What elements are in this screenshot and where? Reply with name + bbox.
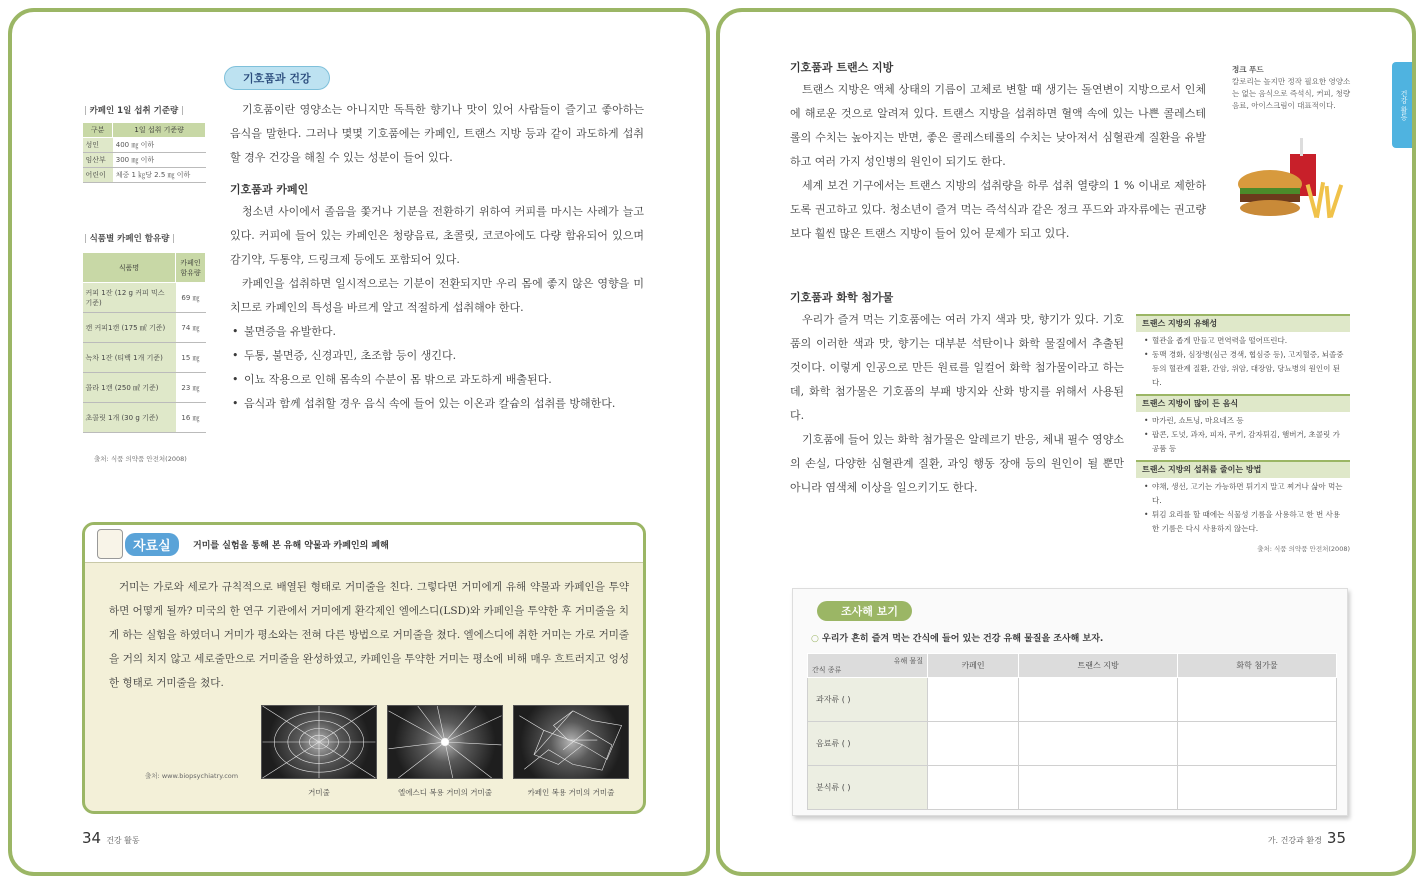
survey-box	[792, 588, 1348, 816]
answer-cell[interactable]	[1019, 722, 1178, 766]
data-room-title: 거미를 실험을 통해 본 유해 약물과 카페인의 폐해	[193, 541, 389, 551]
data-room-text: 거미는 가로와 세로가 규칙적으로 배열된 형태로 거미줄을 친다. 그렇다면 거미에게 유해 약물과 카페인을 투약하면 어떻게 될까? 미국의 한 연구 기관에서 거미에게 환각제인 엘에스디(LSD)와 카페인을 투약한 후 거미줄을 치게 하는 실험을 하였더니 거미가 평소와는 전혀 다른 방법으로 거미줄을 쳤다. 엘에스디에 취한 거미는 가로 거미줄을 거의 치지 않고 세로줄만으로 거미줄을 완성하였고, 카페인을 투약한 거미는 평소에 비해 매우 흐트러지고 엉성한 형태로 거미줄을 쳤다.	[109, 581, 629, 689]
table-row	[808, 766, 1337, 810]
cell-value: 23 ㎎	[176, 373, 206, 403]
trans-paragraph-1: 트랜스 지방은 액체 상태의 기름이 고체로 변할 때 생기는 돌연변이 지방으로서 인체에 해로운 것으로 알려져 있다. 트랜스 지방을 섭취하면 혈액 속에 있는 나쁜 콜레스테롤의 수치는 높아지는 반면, 좋은 콜레스테롤의 수치는 낮아져서 심혈관계 질환을 유발하고 여러 가지 성인병의 원인이 되기도 한다.	[790, 83, 1206, 168]
info-title: 트랜스 지방의 유해성	[1136, 314, 1350, 332]
section-pill: 기호품과 건강	[224, 66, 330, 90]
cell-value: 체중 1 ㎏당 2.5 ㎎ 이하	[113, 168, 206, 183]
caffeine-food-table	[82, 252, 206, 433]
sub-heading-additive: 기호품과 화학 첨가물	[790, 291, 894, 304]
answer-cell[interactable]	[928, 678, 1019, 722]
right-folio	[1268, 828, 1346, 847]
table-row	[83, 153, 206, 168]
corner-bottom-label: 간식 종류	[812, 666, 842, 674]
column-header: 카페인	[928, 654, 1019, 678]
web-normal-icon	[262, 706, 376, 778]
answer-cell[interactable]	[1178, 766, 1337, 810]
caffeine-std-table	[82, 122, 206, 183]
table-header: 구분	[83, 123, 113, 138]
caffeine-source: 출처: 식품 의약품 안전처(2008)	[94, 455, 187, 463]
answer-cell[interactable]	[1178, 722, 1337, 766]
cell-label: 콜라 1캔 (250 ㎖ 기준)	[83, 373, 176, 403]
junk-food-note	[1232, 64, 1352, 112]
table-row	[83, 283, 206, 313]
survey-table	[807, 653, 1337, 810]
spider-web-lsd-image	[387, 705, 503, 779]
info-list	[1136, 332, 1350, 394]
caption-lsd: 엘에스디 복용 거미의 거미줄	[397, 788, 493, 797]
survey-question: ○ 우리가 흔히 즐겨 먹는 간식에 들어 있는 건강 유해 물질을 조사해 보자.	[811, 631, 1103, 644]
right-page	[716, 8, 1416, 876]
list-item: • 혈관을 좁게 만들고 면역력을 떨어뜨린다.	[1144, 334, 1346, 348]
table-row	[83, 138, 206, 153]
trans-fat-info-box	[1136, 314, 1350, 556]
page-number-left: 34	[82, 829, 102, 847]
table-row	[83, 313, 206, 343]
left-page	[8, 8, 710, 876]
info-title: 트랜스 지방이 많이 든 음식	[1136, 394, 1350, 412]
caffeine-std-title: | 카페인 1일 섭취 기준량 |	[84, 104, 184, 116]
table-row	[83, 373, 206, 403]
list-item: • 팝콘, 도넛, 과자, 피자, 쿠키, 감자튀김, 햄버거, 초콜릿 가공품 등	[1144, 428, 1346, 456]
cell-value: 74 ㎎	[176, 313, 206, 343]
data-room-box	[82, 522, 646, 814]
trans-fat-section	[790, 58, 1206, 246]
junk-food-title: 정크 푸드	[1232, 65, 1264, 74]
caption-normal: 거미줄	[308, 788, 330, 797]
page-number-right: 35	[1326, 829, 1346, 847]
cell-label: 초콜릿 1개 (30 g 기준)	[83, 403, 176, 433]
additive-section	[790, 288, 1124, 500]
document-icon	[97, 529, 123, 559]
info-title: 트랜스 지방의 섭취를 줄이는 방법	[1136, 460, 1350, 478]
data-room-source: 출처: www.biopsychiatry.com	[145, 772, 239, 780]
column-header: 트랜스 지방	[1019, 654, 1178, 678]
chapter-tab: 건강 활동	[1392, 62, 1416, 148]
table-row	[83, 168, 206, 183]
left-folio	[82, 828, 140, 847]
row-label: 과자류 ( )	[808, 678, 928, 722]
row-label: 음료류 ( )	[808, 722, 928, 766]
caffeine-effects-list	[230, 320, 644, 416]
list-item: • 두통, 불면증, 신경과민, 초조함 등이 생긴다.	[230, 344, 644, 368]
list-item: • 튀김 요리를 할 때에는 식물성 기름을 사용하고 한 번 사용한 기름은 다시 사용하지 않는다.	[1144, 508, 1346, 536]
cell-value: 69 ㎎	[176, 283, 206, 313]
spider-web-caffeine-image	[513, 705, 629, 779]
table-row	[808, 678, 1337, 722]
row-label: 분식류 ( )	[808, 766, 928, 810]
spider-web-normal-image	[261, 705, 377, 779]
list-item: • 동맥 경화, 심장병(심근 경색, 협심증 등), 고지혈증, 뇌졸중 등의 혈관계 질환, 간암, 위암, 대장암, 당뇨병의 원인이 된다.	[1144, 348, 1346, 390]
additive-paragraph-1: 우리가 즐겨 먹는 기호품에는 여러 가지 색과 맛, 향기가 있다. 기호품의 이러한 색과 맛, 향기는 대부분 석탄이나 화학 물질에서 추출된 것이다. 이렇게 인공으로 만든 원료를 일컬어 화학 첨가물이라고 하는데, 화학 첨가물은 기호품의 부패 방지와 산화 방지를 위해서 사용된다.	[790, 313, 1124, 422]
caffeine-food-title: | 식품별 카페인 함유량 |	[84, 232, 175, 244]
web-lsd-icon	[388, 706, 502, 778]
junk-food-image	[1230, 134, 1354, 226]
cell-value: 15 ㎎	[176, 343, 206, 373]
answer-cell[interactable]	[1178, 678, 1337, 722]
cell-label: 성인	[83, 138, 113, 153]
section-heading	[224, 66, 330, 90]
answer-cell[interactable]	[928, 722, 1019, 766]
list-item: • 음식과 함께 섭취할 경우 음식 속에 들어 있는 이온과 칼슘의 섭취를 방해한다.	[230, 392, 644, 416]
intro-paragraph: 기호품이란 영양소는 아니지만 독특한 향기나 맛이 있어 사람들이 즐기고 좋아하는 음식을 말한다. 그러나 몇몇 기호품에는 카페인, 트랜스 지방 등과 같이 과도하게 섭취할 경우 건강을 해칠 수 있는 성분이 들어 있다.	[230, 103, 644, 164]
corner-top-label: 유해 물질	[893, 657, 923, 665]
list-item: • 불면증을 유발한다.	[230, 320, 644, 344]
list-item: • 마가린, 쇼트닝, 마요네즈 등	[1144, 414, 1346, 428]
folio-text-right: 가. 건강과 환경	[1267, 836, 1322, 845]
sub-heading-caffeine: 기호품과 카페인	[230, 183, 309, 196]
sub-heading-trans: 기호품과 트랜스 지방	[790, 61, 894, 74]
table-header: 카페인 함유량	[176, 253, 206, 283]
folio-text-left: 건강 활동	[106, 836, 140, 845]
cell-value: 16 ㎎	[176, 403, 206, 433]
cell-label: 캔 커피1캔 (175 ㎖ 기준)	[83, 313, 176, 343]
cell-value: 400 ㎎ 이하	[113, 138, 206, 153]
table-row	[83, 403, 206, 433]
cell-value: 300 ㎎ 이하	[113, 153, 206, 168]
caffeine-paragraph-1: 청소년 사이에서 졸음을 쫓거나 기분을 전환하기 위하여 커피를 마시는 사례가 늘고 있다. 커피에 들어 있는 카페인은 청량음료, 초콜릿, 코코아에도 다량 함유되어 있으며 감기약, 두통약, 드링크제 등에도 포함되어 있다.	[230, 205, 644, 266]
table-row	[808, 722, 1337, 766]
info-list	[1136, 478, 1350, 540]
info-list	[1136, 412, 1350, 460]
cell-label: 녹차 1잔 (티백 1개 기준)	[83, 343, 176, 373]
answer-cell[interactable]	[1019, 766, 1178, 810]
data-room-header	[85, 525, 643, 563]
caffeine-paragraph-2: 카페인을 섭취하면 일시적으로는 기분이 전환되지만 우리 몸에 좋지 않은 영향을 미치므로 카페인의 특성을 바르게 알고 적절하게 섭취해야 한다.	[230, 277, 644, 314]
table-row	[83, 343, 206, 373]
additive-paragraph-2: 기호품에 들어 있는 화학 첨가물은 알레르기 반응, 체내 필수 영양소의 손실, 다양한 심혈관계 질환, 과잉 행동 장애 등의 원인이 될 뿐만 아니라 염색체 이상을 일으키기도 한다.	[790, 433, 1124, 494]
answer-cell[interactable]	[1019, 678, 1178, 722]
column-header: 화학 첨가물	[1178, 654, 1337, 678]
cell-label: 어린이	[83, 168, 113, 183]
cell-label: 임산부	[83, 153, 113, 168]
junk-food-text: 칼로리는 높지만 정작 필요한 영양소는 없는 음식으로 즉석식, 커피, 청량음료, 아이스크림이 대표적이다.	[1232, 77, 1351, 110]
web-caffeine-icon	[514, 706, 628, 778]
survey-badge: 조사해 보기	[817, 601, 912, 621]
table-header: 1일 섭취 기준량	[113, 123, 206, 138]
answer-cell[interactable]	[928, 766, 1019, 810]
table-header: 식품명	[83, 253, 176, 283]
data-room-badge: 자료실	[125, 533, 179, 556]
trans-paragraph-2: 세계 보건 기구에서는 트랜스 지방의 섭취량을 하루 섭취 열량의 1 % 이내로 제한하도록 권고하고 있다. 청소년이 즐겨 먹는 즉석식과 같은 정크 푸드와 과자류에는 권고량보다 훨씬 많은 트랜스 지방이 들어 있어 문제가 되고 있다.	[790, 179, 1206, 240]
list-item: • 이뇨 작용으로 인해 몸속의 수분이 몸 밖으로 과도하게 배출된다.	[230, 368, 644, 392]
info-source: 출처: 식품 의약품 안전처(2008)	[1257, 545, 1350, 553]
corner-header	[808, 654, 928, 678]
cell-label: 커피 1잔 (12 g 커피 믹스 기준)	[83, 283, 176, 313]
list-item: • 야채, 생선, 고기는 가능하면 튀기지 말고 찌거나 삶아 먹는다.	[1144, 480, 1346, 508]
hamburger-fries-icon	[1230, 134, 1354, 226]
main-text	[230, 98, 644, 416]
caption-caffeine: 카페인 복용 거미의 거미줄	[527, 788, 615, 797]
